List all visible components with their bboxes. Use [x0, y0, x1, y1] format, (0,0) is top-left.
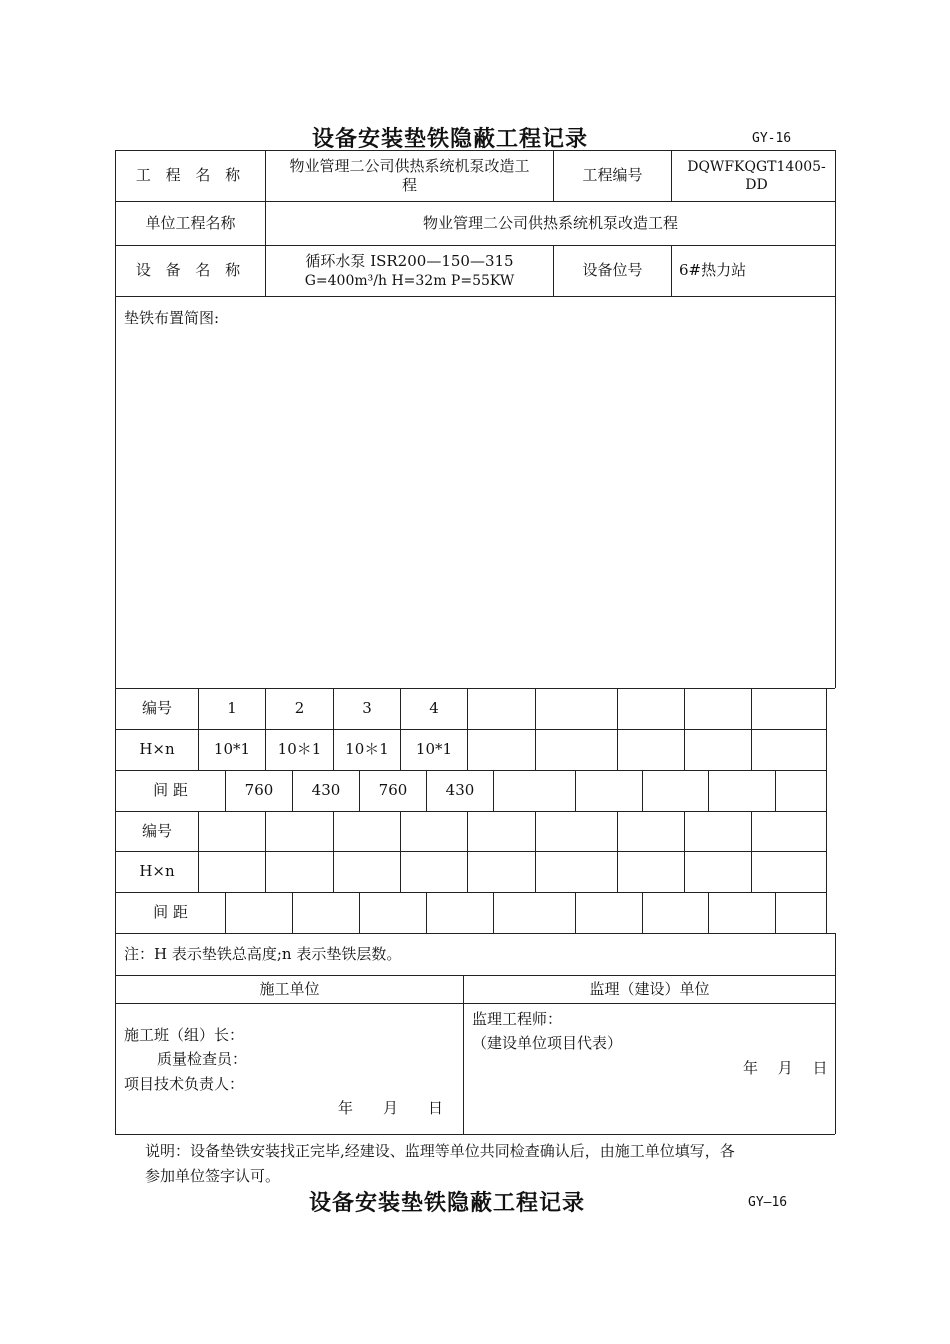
table-rule — [115, 811, 826, 812]
table-cell: 760 — [378, 781, 408, 800]
spacing-label: 间 距 — [153, 781, 188, 800]
date-right: 年 月 日 — [743, 1059, 828, 1077]
table-rule — [333, 811, 334, 892]
explanation-line2: 参加单位签字认可。 — [145, 1167, 281, 1185]
table-rule — [467, 811, 468, 892]
hn-label: H×n — [139, 862, 175, 881]
table-rule — [708, 770, 709, 811]
table-rule — [751, 811, 752, 892]
project-name-label: 工 程 名 称 — [135, 166, 246, 185]
table-rule — [617, 811, 618, 892]
table-cell: 1 — [227, 699, 237, 718]
explanation-line1: 说明：设备垫铁安装找正完毕,经建设、监理等单位共同检查确认后，由施工单位填写，各 — [145, 1142, 735, 1160]
table-cell: 760 — [244, 781, 274, 800]
table-rule — [292, 892, 293, 933]
table-rule — [115, 296, 835, 297]
equipment-value — [266, 246, 553, 296]
table-rule — [535, 811, 536, 892]
table-rule — [426, 892, 427, 933]
table-rule — [535, 688, 536, 770]
table-border-right — [835, 150, 836, 688]
hn-label: H×n — [139, 740, 175, 759]
number-label: 编号 — [141, 699, 172, 718]
table-border-right — [826, 688, 827, 933]
table-rule — [493, 770, 494, 811]
table-rule — [225, 892, 226, 933]
equipment-line2: G=400m³/h H=32m P=55KW — [304, 272, 515, 289]
project-name-line1: 物业管理二公司供热系统机泵改造工 — [289, 156, 530, 175]
table-rule — [198, 811, 199, 892]
footer-form-code: GY—16 — [748, 1195, 788, 1210]
table-rule — [671, 150, 672, 201]
inspector-label: 质量检查员： — [157, 1050, 248, 1068]
unit-project-label: 单位工程名称 — [145, 213, 236, 232]
owner-rep-label: （建设单位项目代表） — [472, 1034, 623, 1052]
position-value: 6#热力站 — [679, 261, 747, 280]
project-name-value — [266, 151, 553, 201]
construction-unit-header: 施工单位 — [259, 979, 320, 998]
table-rule — [708, 892, 709, 933]
table-cell: 430 — [311, 781, 341, 800]
spacing-label: 间 距 — [153, 903, 188, 922]
table-cell: 3 — [362, 699, 372, 718]
table-cell: 2 — [294, 699, 305, 718]
table-border-bottom — [115, 1134, 835, 1135]
table-cell: 10*1 — [415, 740, 453, 759]
table-rule — [751, 688, 752, 770]
table-rule — [775, 892, 776, 933]
supervision-unit-header: 监理（建设）单位 — [589, 979, 710, 998]
table-rule — [265, 811, 266, 892]
page-title: 设备安装垫铁隐蔽工程记录 — [312, 127, 589, 152]
table-rule — [642, 892, 643, 933]
table-rule — [467, 688, 468, 770]
unit-project-value: 物业管理二公司供热系统机泵改造工程 — [422, 213, 678, 232]
tech-lead-label: 项目技术负责人： — [124, 1075, 245, 1093]
date-left: 年 月 日 — [338, 1099, 444, 1117]
table-rule — [642, 770, 643, 811]
note-text: 注：H 表示垫铁总高度;n 表示垫铁层数。 — [124, 944, 402, 963]
table-cell: 10＊1 — [345, 740, 389, 759]
table-rule — [775, 770, 776, 811]
team-leader-label: 施工班（组）长： — [124, 1026, 245, 1044]
table-rule — [493, 892, 494, 933]
table-rule — [617, 688, 618, 770]
sketch-label: 垫铁布置简图: — [124, 309, 220, 327]
table-rule — [575, 770, 576, 811]
number-label: 编号 — [141, 821, 172, 840]
table-rule — [115, 1003, 835, 1004]
table-border-right — [835, 933, 836, 1134]
table-rule — [684, 688, 685, 770]
table-cell: 430 — [445, 781, 475, 800]
footer-title: 设备安装垫铁隐蔽工程记录 — [309, 1191, 586, 1216]
project-no-value: DQWFKQGT14005-DD — [687, 158, 826, 193]
table-rule — [575, 892, 576, 933]
project-name-line2: 程 — [401, 176, 417, 194]
table-cell: 4 — [429, 699, 439, 718]
table-cell: 10＊1 — [277, 740, 322, 759]
engineer-label: 监理工程师： — [472, 1010, 563, 1028]
table-rule — [359, 892, 360, 933]
table-rule — [115, 851, 826, 852]
table-rule — [671, 245, 672, 296]
form-code: GY-16 — [752, 131, 792, 146]
equipment-label: 设 备 名 称 — [135, 261, 246, 280]
project-no-label: 工程编号 — [582, 166, 643, 185]
table-cell: 10*1 — [213, 740, 251, 759]
table-rule — [400, 811, 401, 892]
equipment-line1: 循环水泵 ISR200—150—315 — [305, 252, 514, 271]
position-label: 设备位号 — [582, 261, 643, 280]
table-rule — [684, 811, 685, 892]
